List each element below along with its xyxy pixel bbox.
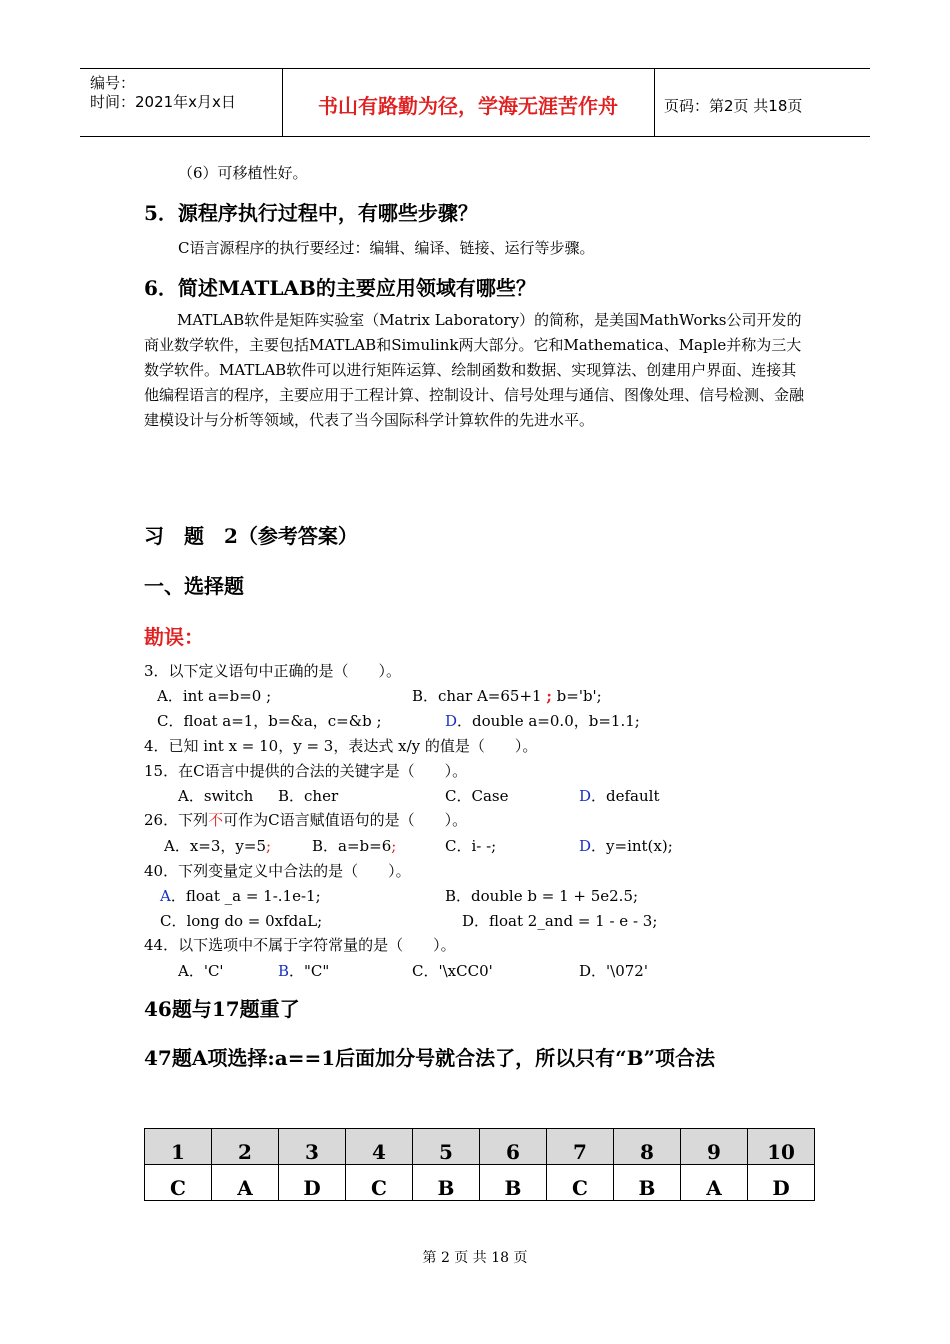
answer-cell: A (681, 1165, 748, 1201)
question-40-option-c: C．long do = 0xfdaL; (160, 912, 323, 930)
answer-cell: C (346, 1165, 413, 1201)
question-44-option-d: D．'\072' (579, 962, 648, 980)
question-6-answer-text: MATLAB软件是矩阵实验室（Matrix Laboratory）的简称，是美国MathWorks公司开发的商业数学软件，主要包括MATLAB和Simulink两大部分。它和Mathematica、Maple并称为三大数学软件。MATLAB软件可以进行矩阵运算、绘制函数和数据、实现算法、创建用户界面、连接其他编程语言的程序，主要应用于工程计算、控制设计、信号处理与通信、图像处理、信号检测、金融建模设计与分析等领域，代表了当今国际科学计算软件的先进水平。 (144, 311, 805, 429)
corrected-semicolon: ; (546, 687, 552, 705)
option-d-letter: D (579, 837, 592, 855)
question-26-text-2: 可作为C语言赋值语句的是（ ）。 (223, 811, 468, 829)
question-26-text-1: 26．下列 (144, 811, 209, 829)
question-number-cell: 8 (614, 1129, 681, 1165)
question-26 (144, 809, 467, 830)
answer-cell: A (212, 1165, 279, 1201)
answer-cell: B (614, 1165, 681, 1201)
answer-cell: C (547, 1165, 614, 1201)
question-number-cell: 3 (279, 1129, 346, 1165)
answer-table-answer-row (145, 1165, 815, 1201)
header-divider-2 (654, 68, 655, 136)
answer-table-header-row (145, 1129, 815, 1165)
question-40: 40．下列变量定义中合法的是（ ）。 (144, 862, 411, 880)
question-6-answer (144, 308, 810, 433)
question-40-option-b: B．double b = 1 + 5e2.5; (445, 887, 639, 905)
question-15-option-b: B．cher (278, 787, 339, 805)
question-26-option-a (164, 835, 271, 856)
question-3: 3．以下定义语句中正确的是（ ）。 (144, 662, 402, 680)
question-number-cell: 2 (212, 1129, 279, 1165)
answer-cell: B (480, 1165, 547, 1201)
question-15-option-c: C．Case (445, 787, 509, 805)
answer-table (144, 1128, 815, 1201)
question-4: 4．已知 int x = 10，y = 3，表达式 x/y 的值是（ ）。 (144, 737, 538, 755)
question-number-cell: 4 (346, 1129, 413, 1165)
option-b-text: B．char A=65+1 (412, 687, 547, 705)
question-44-option-c: C．'\xCC0' (412, 962, 493, 980)
question-number-cell: 7 (547, 1129, 614, 1165)
answer-cell: D (279, 1165, 346, 1201)
question-5-heading: 5．源程序执行过程中，有哪些步骤？ (144, 201, 478, 225)
option-b-text: ．"C" (289, 962, 330, 980)
option-a-semicolon: ; (266, 837, 272, 855)
question-3-option-b (412, 685, 602, 706)
option-d-text: ．double a=0.0，b=1.1; (457, 712, 640, 730)
list-item-portability: （6）可移植性好。 (178, 164, 308, 182)
question-number-cell: 6 (480, 1129, 547, 1165)
header-bottom-rule (80, 136, 870, 137)
option-d-letter: D (579, 787, 592, 805)
question-44: 44．以下选项中不属于字符常量的是（ ）。 (144, 936, 456, 954)
option-a-text: ．float _a = 1-.1e-1; (170, 887, 321, 905)
question-44-option-b (278, 960, 329, 981)
option-d-text: ．default (591, 787, 660, 805)
question-26-option-b (312, 835, 396, 856)
header-time-label: 时间：2021年x月x日 (90, 93, 236, 111)
question-44-option-a: A．'C' (178, 962, 224, 980)
option-a-text: A．x=3，y=5 (164, 837, 266, 855)
option-b-text: B．a=b=6 (312, 837, 392, 855)
option-a-letter: A (160, 887, 171, 905)
question-15-option-a: A．switch (178, 787, 254, 805)
question-3-option-a: A．int a=b=0 ; (157, 687, 272, 705)
option-b-rest: b='b'; (551, 687, 602, 705)
question-15-option-d (579, 785, 660, 806)
note-47: 47题A项选择:a==1后面加分号就合法了，所以只有“B”项合法 (144, 1046, 716, 1070)
question-3-option-c: C．float a=1，b=&a，c=&b ; (157, 712, 382, 730)
option-d-text: ．y=int(x); (591, 837, 673, 855)
answer-cell: B (413, 1165, 480, 1201)
question-number-cell: 10 (748, 1129, 815, 1165)
question-3-option-d (445, 710, 640, 731)
question-15: 15．在C语言中提供的合法的关键字是（ ）。 (144, 762, 468, 780)
header-top-rule (80, 68, 870, 69)
header-number-label: 编号： (90, 74, 136, 92)
question-40-option-d: D．float 2_and = 1 - e - 3; (462, 912, 658, 930)
question-number-cell: 9 (681, 1129, 748, 1165)
header-motto: 书山有路勤为径，学海无涯苦作舟 (318, 94, 618, 118)
header-page-info: 页码：第2页 共18页 (664, 97, 803, 115)
question-40-option-a (160, 885, 321, 906)
option-b-semicolon: ; (391, 837, 397, 855)
question-6-heading: 6．简述MATLAB的主要应用领域有哪些？ (144, 276, 536, 300)
question-26-not: 不 (208, 811, 224, 829)
question-26-option-c: C．i- -; (445, 837, 497, 855)
question-5-answer: C语言源程序的执行要经过：编辑、编译、链接、运行等步骤。 (178, 239, 595, 257)
question-number-cell: 1 (145, 1129, 212, 1165)
answer-cell: C (145, 1165, 212, 1201)
option-b-letter: B (278, 962, 290, 980)
question-number-cell: 5 (413, 1129, 480, 1165)
section-heading: 一、选择题 (144, 574, 244, 598)
option-d-letter: D (445, 712, 458, 730)
question-26-option-d (579, 835, 673, 856)
page-footer: 第 2 页 共 18 页 (422, 1250, 528, 1266)
errata-heading: 勘误： (144, 625, 204, 649)
exercise-heading: 习 题 2（参考答案） (144, 524, 358, 548)
answer-cell: D (748, 1165, 815, 1201)
note-46: 46题与17题重了 (144, 997, 300, 1021)
